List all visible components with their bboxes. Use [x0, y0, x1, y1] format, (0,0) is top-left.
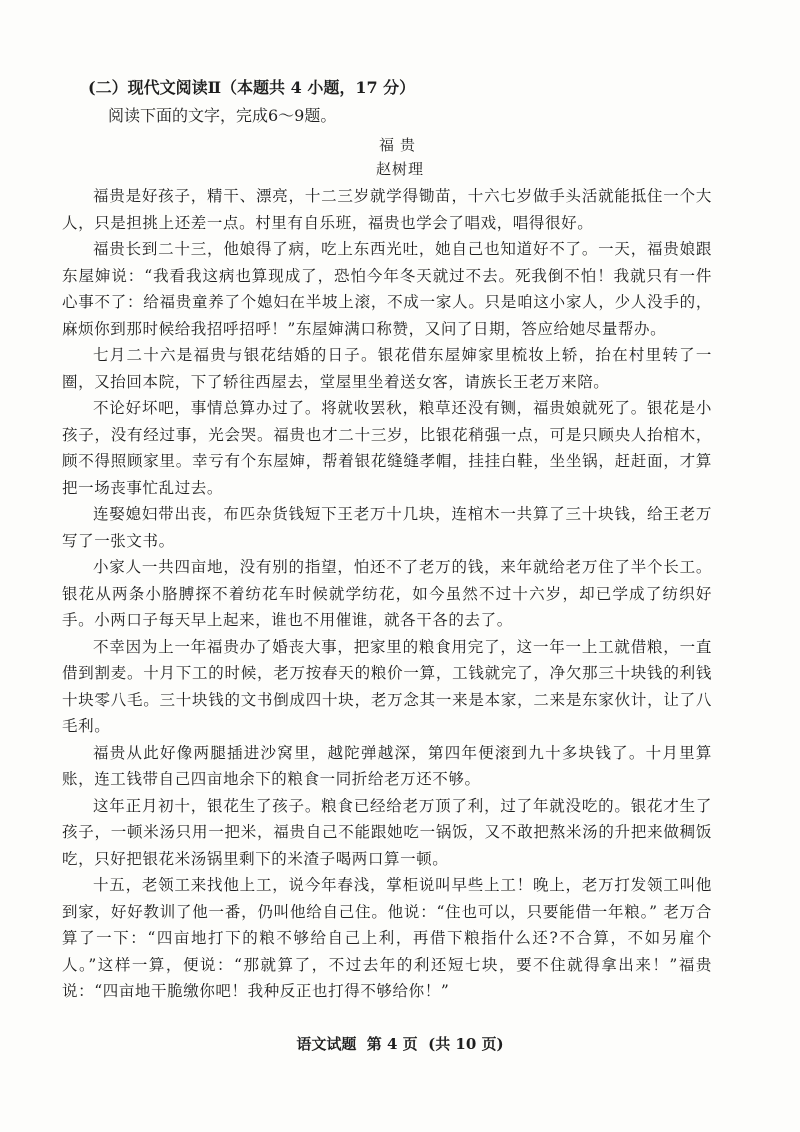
story-body	[62, 183, 712, 1005]
page-footer: 语文试题 第 4 页 (共 10 页)	[296, 1035, 504, 1053]
paragraph: 这年正月初十，银花生了孩子。粮食已经给老万顶了利，过了年就没吃的。银花才生了孩子，一顿米汤只用一把米，福贵自己不能跟她吃一锅饭，又不敢把熬米汤的升把来做稠饭吃，只好把银花米汤锅里剩下的米渣子喝两口算一顿。	[62, 796, 712, 868]
paragraph: 小家人一共四亩地，没有别的指望，怕还不了老万的钱，来年就给老万住了半个长工。银花从两条小胳膊探不着纺花车时候就学纺花，如今虽然不过十六岁，却已学成了纺织好手。小两口子每天早上起来，谁也不用催谁，就各干各的去了。	[62, 558, 712, 629]
paragraph: 福贵长到二十三，他娘得了病，吃上东西光吐，她自己也知道好不了。一天，福贵娘跟东屋婶说：“我看我这病也算现成了，恐怕今年冬天就过不去。死我倒不怕！我就只有一件心事不了：给福贵童养了个媳妇在半坡上滚，不成一家人。只是咱这小家人，少人没手的，麻烦你到那时候给我招呼招呼！”东屋婶满口称赞，又问了日期，答应给她尽量帮办。	[62, 240, 712, 338]
paragraph: 七月二十六是福贵与银花结婚的日子。银花借东屋婶家里梳妆上轿，抬在村里转了一圈，又抬回本院，下了轿往西屋去，堂屋里坐着送女客，请族长王老万来陪。	[62, 346, 712, 391]
paragraph: 连娶媳妇带出丧，布匹杂货钱短下王老万十几块，连棺木一共算了三十块钱，给王老万写了一张文书。	[62, 505, 712, 550]
story-title: 福贵	[378, 136, 421, 154]
section-heading: (二）现代文阅读Ⅱ（本题共 4 小题，17 分）	[88, 78, 416, 97]
paragraph: 福贵从此好像两腿插进沙窝里，越陀弹越深，第四年便滚到九十多块钱了。十月里算账，连工钱带自己四亩地余下的粮食一同折给老万还不够。	[62, 743, 712, 788]
paragraph: 不论好坏吧，事情总算办过了。将就收罢秋，粮草还没有铡，福贵娘就死了。银花是小孩子，没有经过事，光会哭。福贵也才二十三岁，比银花稍强一点，可是只顾央人抬棺木，顾不得照顾家里。幸亏有个东屋婶，帮着银花缝缝孝帽，挂挂白鞋，坐坐锅，赶赶面，才算把一场丧事忙乱过去。	[62, 399, 712, 497]
reading-instruction: 阅读下面的文字，完成6～9题。	[108, 106, 337, 125]
paragraph: 不幸因为上一年福贵办了婚丧大事，把家里的粮食用完了，这一年一上工就借粮，一直借到割麦。十月下工的时候，老万按春天的粮价一算，工钱就完了，净欠那三十块钱的利钱十块零八毛。三十块钱的文书倒成四十块，老万念其一来是本家，二来是东家伙计，让了八毛利。	[62, 637, 712, 735]
paragraph: 福贵是好孩子，精干、漂亮，十二三岁就学得锄苗，十六七岁做手头活就能抵住一个大人，只是担挑上还差一点。村里有自乐班，福贵也学会了唱戏，唱得很好。	[62, 187, 712, 232]
story-author: 赵树理	[375, 160, 424, 178]
paragraph: 十五，老领工来找他上工，说今年春浅，掌柜说叫早些上工！晚上，老万打发领工叫他到家，好好教训了他一番，仍叫他给自己住。他说：“住也可以，只要能借一年粮。” 老万合算了一下：“四亩地打下的粮不够给自己上利，再借下粮指什么还?不合算，不如另雇个人。”这样一算，便说：“那就算了，不过去年的利还短七块，要不住就得拿出来！”福贵说：“四亩地干脆缴你吧！我种反正也打得不够给你！”	[62, 876, 712, 1000]
